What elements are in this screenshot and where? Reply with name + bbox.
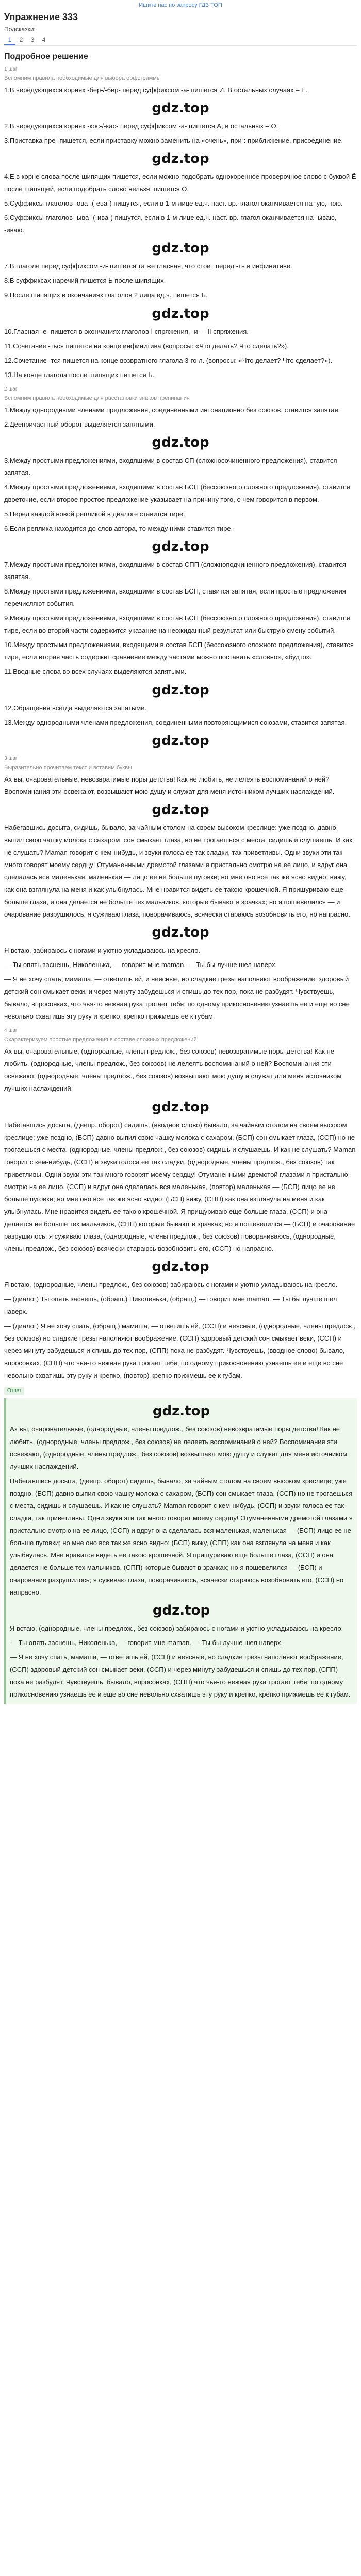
- rule-item: 4.Между простыми предложениями, входящими в состав БСП (бессоюзного сложного предложения), ставится двоеточие, если второе простое предложение указывает на причину того, о чем говорится в первом.: [4, 483, 350, 503]
- rule-item: 7.Между простыми предложениями, входящими в состав СПП (сложноподчиненного предложения), ставится запятая.: [4, 561, 346, 581]
- watermark: gdz.top: [152, 100, 209, 116]
- rule-item: 8.В суффиксах наречий пишется Ь после шипящих.: [4, 277, 166, 285]
- rule-item: 10.Между простыми предложениями, входящими в состав БСП (бессоюзного сложного предложения), ставится тире, если вторая часть содержит сравнение между частями можно поставить «словно», «будто».: [4, 641, 354, 662]
- answer-box: [4, 1398, 357, 1704]
- text-paragraph: Набегавшись досыта, (деепр. оборот) сидишь, (вводное слово) бывало, за чайным столом на своем высоком креслице; уже поздно, (БСП) давно выпил свою чашку молока с сахаром, (БСП) сон смыкает глаза, (ССП) но не трогаешься с места, (однородные, члены предлож., без союзов) сидишь и слушаешь. И как не слушать? Maman говорит с кем-нибудь, (ССП) и звуки голоса ее так сладки, (однородные, члены предлож., без союзов) так приветливы. Одни звуки эти так много говорят моему сердцу! Отуманенными дремотой глазами я пристально смотрю на ее лицо, (ССП) и вдруг она сделалась вся маленькая, (повтор) маленькая — (БСП) лицо ее не больше пуговки; но мне оно все так же ясно видно: (БСП) вижу, (СПП) как она взглянула на меня и как улыбнулась. Мне нравится видеть ее такою крошечной. Я прищуриваю еще больше глаза, (ССП) и она делается не больше тех мальчиков, (СПП) которые бывают в зрачках; но я пошевелился — (БСП) и очарование разрушилось; я суживаю глаза, (однородные, члены предлож., без союзов) поворачиваюсь, (однородные, члены предлож., без союзов) всячески стараюсь возобновить его, (ССП) но напрасно.: [4, 1121, 356, 1252]
- rule-item: 2.Деепричастный оборот выделяется запятыми.: [4, 420, 155, 428]
- hint-tab-1[interactable]: 1: [4, 34, 15, 45]
- text-paragraph: Ах вы, очаровательные, (однородные, члены предлож., без союзов) невозвратимые поры детства! Как не любить, (однородные, члены предлож., без союзов) не лелеять воспоминаний о ней? Воспоминания эти освежают, (однородные, члены предлож., без союзов) возвышают мою душу и служат для меня источником лучших наслаждений.: [4, 1047, 342, 1093]
- answer-paragraph: — Ты опять заснешь, Николенька, — говорит мне maman. — Ты бы лучше шел наверх.: [10, 1639, 283, 1647]
- answer-paragraph: — Я не хочу спать, мамаша, — ответишь ей, (ССП) и неясные, но сладкие грезы наполняют воображение, (ССП) здоровый детский сон смыкает веки, (ССП) и через минуту забудешься и спишь до тех пор, (СПП) пока не разбудят. Чувствуешь, бывало, впросонках, (СПП) что чья-то нежная рука трогает тебя; по одному прикосновению узнаешь ее и еще во сне невольно схватишь эту руку и крепко, крепко прижмешь ее к губам.: [10, 1653, 351, 1699]
- watermark: gdz.top: [152, 1603, 210, 1619]
- step-1-label: 1 шаг: [4, 66, 18, 72]
- text-paragraph: Я встаю, забираюсь с ногами и уютно укладываюсь на кресло.: [4, 946, 201, 955]
- step-2-heading: Вспомним правила необходимые для расстановки знаков препинания: [4, 395, 190, 401]
- watermark: gdz.top: [152, 241, 209, 257]
- watermark: gdz.top: [152, 306, 209, 321]
- answer-paragraph: Набегавшись досыта, (деепр. оборот) сидишь, бывало, за чайным столом на своем высоком креслице; уже поздно, (БСП) давно выпил свою чашку молока с сахаром, (БСП) сон смыкает глаза, (ССП) но не трогаешься с места, сидишь и слушаешь. И как не слушать? Maman говорит с кем-нибудь, (ССП) и звуки голоса ее так сладки, так приветливы. Одни звуки эти так много говорят моему сердцу! Отуманенными дремотой глазами я пристально смотрю на ее лицо, (ССП) и вдруг она сделалась вся маленькая, маленькая — (БСП) лицо ее не больше пуговки; но мне оно все так же ясно видно: (БСП) вижу, (СПП) как она взглянула на меня и как улыбнулась. Мне нравится видеть ее такою крошечной. Я прищуриваю еще больше глаза, (ССП) и она делается не больше тех мальчиков, (СПП) которые бывают в зрачках; но я пошевелился — (БСП) и очарование разрушилось; я суживаю глаза, поворачиваюсь, всячески стараюсь возобновить его, (ССП) но напрасно.: [10, 1477, 353, 1597]
- hint-tab-2[interactable]: 2: [19, 36, 23, 43]
- rule-item: 12.Обращения всегда выделяются запятыми.: [4, 704, 147, 712]
- text-paragraph: — (диалог) Ты опять заснешь, (обращ.) Николенька, (обращ.) — говорит мне maman. — Ты бы лучше шел наверх.: [4, 1295, 337, 1316]
- step-1-heading: Вспомним правила необходимые для выбора орфограммы: [4, 75, 161, 81]
- text-paragraph: Ах вы, очаровательные, невозвратимые поры детства! Как не любить, не лелеять воспоминаний о ней? Воспоминания эти освежают, возвышают мою душу и служат для меня источником лучших наслаждений.: [4, 775, 335, 795]
- watermark: gdz.top: [152, 434, 209, 450]
- rule-item: 12.Сочетание -тся пишется на конце возвратного глагола 3-го л. (вопросы: «Что делает? Что сделает?»).: [4, 356, 333, 364]
- hint-tabs: [4, 34, 357, 46]
- rule-item: 6.Если реплика находится до слов автора, то между ними ставится тире.: [4, 524, 233, 533]
- rule-item: 5.Перед каждой новой репликой в диалоге ставится тире.: [4, 510, 185, 518]
- text-paragraph: — Ты опять заснешь, Николенька, — говорит мне maman. — Ты бы лучше шел наверх.: [4, 961, 277, 969]
- rule-item: 9.После шипящих в окончаниях глаголов 2 лица ед.ч. пишется Ь.: [4, 291, 208, 299]
- answer-paragraph: Я встаю, (однородные, члены предлож., без союзов) забираюсь с ногами и уютно укладываюсь на кресло.: [10, 1624, 343, 1633]
- watermark: gdz.top: [152, 539, 209, 555]
- hints-label: Подсказки:: [4, 26, 36, 33]
- rule-item: 3.Между простыми предложениями, входящими в состав СП (сложносочиненного предложения), ставится запятая.: [4, 456, 337, 477]
- rule-item: 7.В глаголе перед суффиксом -и- пишется та же гласная, что стоит перед -ть в инфинитиве.: [4, 262, 292, 270]
- watermark: gdz.top: [152, 1403, 210, 1419]
- text-paragraph: Я встаю, (однородные, члены предлож., без союзов) забираюсь с ногами и уютно укладываюсь на кресло.: [4, 1281, 338, 1289]
- rule-item: 6.Суффиксы глаголов -ыва- (-ива-) пишутся, если в 1-м лице ед.ч. наст. вр. глагол оканчивается на -ываю, -иваю.: [4, 214, 337, 234]
- rule-item: 13.Между однородными членами предложения, соединенными повторяющимися союзами, ставится запятая.: [4, 718, 347, 726]
- step-2-label: 2 шаг: [4, 386, 18, 392]
- watermark: gdz.top: [152, 733, 209, 749]
- rule-item: 11.Сочетание -ться пишется на конце инфинитива (вопросы: «Что делать? Что сделать?»).: [4, 342, 289, 350]
- hint-tab-3[interactable]: 3: [30, 36, 35, 43]
- watermark: gdz.top: [152, 802, 209, 818]
- rule-item: 1.В чередующихся корнях -бер-/-бир- перед суффиксом -а- пишется И. В остальных случаях – Е.: [4, 86, 308, 94]
- rule-item: 10.Гласная -е- пишется в окончаниях глаголов I спряжения, -и- – II спряжения.: [4, 327, 249, 335]
- rule-item: 8.Между простыми предложениями, входящими в состав БСП, ставится запятая, если простые предложения перечисляют события.: [4, 587, 346, 608]
- step-3-heading: Выразительно прочитаем текст и вставим буквы: [4, 764, 132, 771]
- page-title: Упражнение 333: [4, 12, 78, 22]
- text-paragraph: — (диалог) Я не хочу спать, (обращ.) мамаша, — ответишь ей, (ССП) и неясные, (однородные, члены предлож., без союзов) но сладкие грезы наполняют воображение, (ССП) здоровый детский сон смыкает веки, (ССП) и через минуту забудешься и спишь до тех пор, (СПП) пока не разбудят. Чувствуешь, (вводное слово) бывало, впросонках, (СПП) что чья-то нежная рука трогает тебя; по одному прикосновению узнаешь ее и еще во сне невольно схватишь эту руку и крепко, (повтор) крепко прижмешь ее к губам.: [4, 1322, 356, 1380]
- answer-label: Ответ: [4, 1387, 24, 1395]
- rule-item: 5.Суффиксы глаголов -ова- (-ева-) пишутся, если в 1-м лице ед.ч. наст. вр. глагол оканчивается на -ую, -юю.: [4, 199, 343, 208]
- watermark: gdz.top: [152, 1259, 209, 1275]
- rule-item: 1.Между однородными членами предложения, соединенными интонационно без союзов, ставится запятая.: [4, 405, 340, 414]
- text-paragraph: Набегавшись досыта, сидишь, бывало, за чайным столом на своем высоком креслице; уже поздно, давно выпил свою чашку молока с сахаром, сон смыкает глаза, но не трогаешься с места, сидишь и слушаешь. И как не слушать? Maman говорит с кем-нибудь, и звуки голоса ее так сладки, так приветливы. Одни звуки эти так много говорят моему сердцу! Отуманенными дремотой глазами я пристально смотрю на ее лицо, и вдруг она сделалась вся маленькая, маленькая — лицо ее не больше пуговки; но мне оно все так же ясно видно: вижу, как она взглянула на меня и как улыбнулась. Мне нравится видеть ее такою крошечной. Я прищуриваю еще больше глаза, и она делается не больше тех мальчиков, которые бывают в зрачках; но я пошевелился — и очарование разрушилось; я суживаю глаза, поворачиваюсь, всячески стараюсь возобновить его, но напрасно.: [4, 823, 353, 919]
- watermark: gdz.top: [152, 151, 209, 167]
- watermark: gdz.top: [152, 1099, 209, 1115]
- text-paragraph: — Я не хочу спать, мамаша, — ответишь ей, и неясные, но сладкие грезы наполняют воображение, здоровый детский сон смыкает веки, и через минуту забудешься и спишь до тех пор, пока не разбудят. Чувствуешь, бывало, впросонках, что чья-то нежная рука трогает тебя; по одному прикосновению узнаешь ее и еще во сне невольно схватишь эту руку и крепко, крепко прижмешь ее к губам.: [4, 975, 350, 1021]
- top-banner-link[interactable]: Ищите нас по запросу ГДЗ ТОП: [139, 2, 222, 8]
- rule-item: 2.В чередующихся корнях -кос-/-кас- перед суффиксом -а- пишется А, в остальных – О.: [4, 122, 278, 130]
- rule-item: 4.Е в корне слова после шипящих пишется, если можно подобрать однокоренное проверочное слово с буквой Ё после шипящей, если подобрать слово нельзя, пишется О.: [4, 173, 356, 193]
- step-4-label: 4 шаг: [4, 1028, 18, 1034]
- section-title: Подробное решение: [4, 52, 88, 61]
- rule-item: 13.На конце глагола после шипящих пишется Ь.: [4, 370, 155, 379]
- step-4-heading: Охарактеризуем простые предложения в составе сложных предложений: [4, 1037, 197, 1043]
- watermark: gdz.top: [152, 925, 209, 941]
- hint-tab-4[interactable]: 4: [42, 36, 46, 43]
- rule-item: 3.Приставка пре- пишется, если приставку можно заменить на «очень», при-: приближение, присоединение.: [4, 137, 343, 145]
- rule-item: 9.Между простыми предложениями, входящими в состав БСП (бессоюзного сложного предложения), ставится тире, если во второй части содержится указание на неожиданный результат или быструю смену событий.: [4, 614, 350, 635]
- watermark: gdz.top: [152, 682, 209, 698]
- step-3-label: 3 шаг: [4, 755, 18, 761]
- rule-item: 11.Вводные слова во всех случаях выделяются запятыми.: [4, 668, 187, 676]
- answer-paragraph: Ах вы, очаровательные, (однородные, члены предлож., без союзов) невозвратимые поры детства! Как не любить, (однородные, члены предлож., без союзов) не лелеять воспоминаний о ней? Воспоминания эти освежают, (однородные, члены предлож., без союзов) возвышают мою душу и служат для меня источником лучших наслаждений.: [10, 1425, 348, 1470]
